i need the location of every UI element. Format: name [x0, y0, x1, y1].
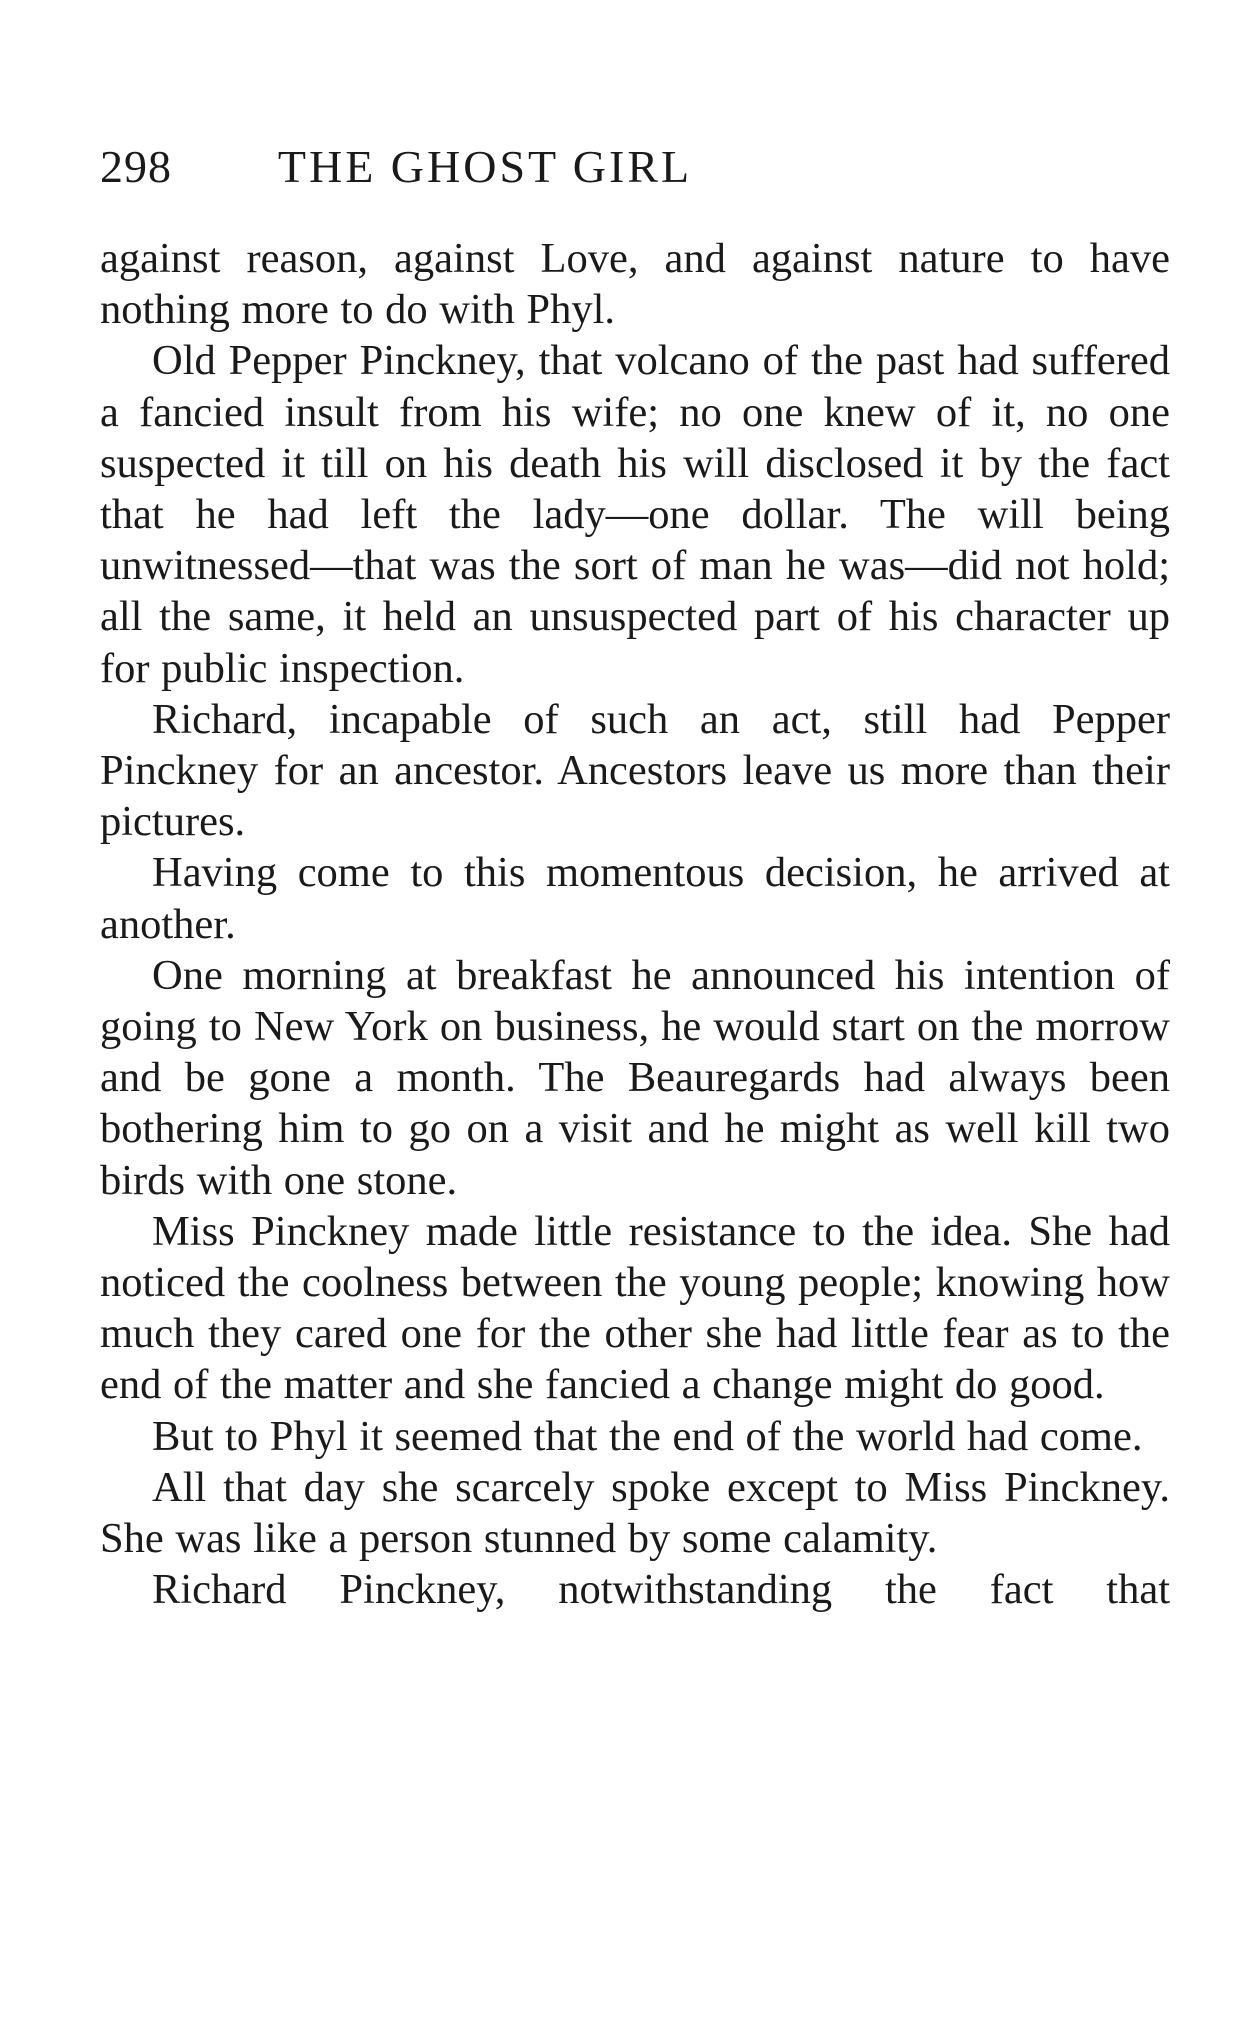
paragraph-last-line: Richard Pinckney, notwithstanding the fact that: [152, 1566, 1170, 1614]
paragraph: Old Pepper Pinckney, that volcano of the past had suffered a fancied insult from his wife; no one knew of it, no one suspected it till on his death his will disclosed it by the fact that he had left the lady—one dollar. The will being unwitnessed—that was the sort of man he was—did not hold; all the same, it held an unsuspected part of his character up for public inspection.: [100, 337, 1170, 692]
page-number: 298: [100, 141, 172, 192]
paragraph: Richard, incapable of such an act, still had Pepper Pinckney for an ancestor. Ancestors leave us more than their pictures.: [100, 695, 1170, 846]
paragraph-continued: against reason, against Love, and against nature to have nothing more to do with Phyl.: [100, 235, 1170, 334]
paragraph: But to Phyl it seemed that the end of the world had come.: [152, 1412, 1143, 1460]
paragraph: All that day she scarcely spoke except to Miss Pinckney. She was like a person stunned by some calamity.: [100, 1463, 1170, 1563]
running-head: [100, 140, 1170, 200]
body-text: [100, 233, 1170, 1615]
paragraph: One morning at breakfast he announced his intention of going to New York on business, he would start on the morrow and be gone a month. The Beauregards had always been bothering him to go on a visit and he might as well kill two birds with one stone.: [100, 951, 1170, 1204]
paragraph: Miss Pinckney made little resistance to the idea. She had noticed the coolness between the young people; knowing how much they cared one for the other she had little fear as to the end of the matter and she fancied a change might do good.: [100, 1207, 1170, 1409]
book-title: THE GHOST GIRL: [277, 141, 693, 192]
paragraph: Having come to this momentous decision, he arrived at another.: [100, 849, 1170, 948]
